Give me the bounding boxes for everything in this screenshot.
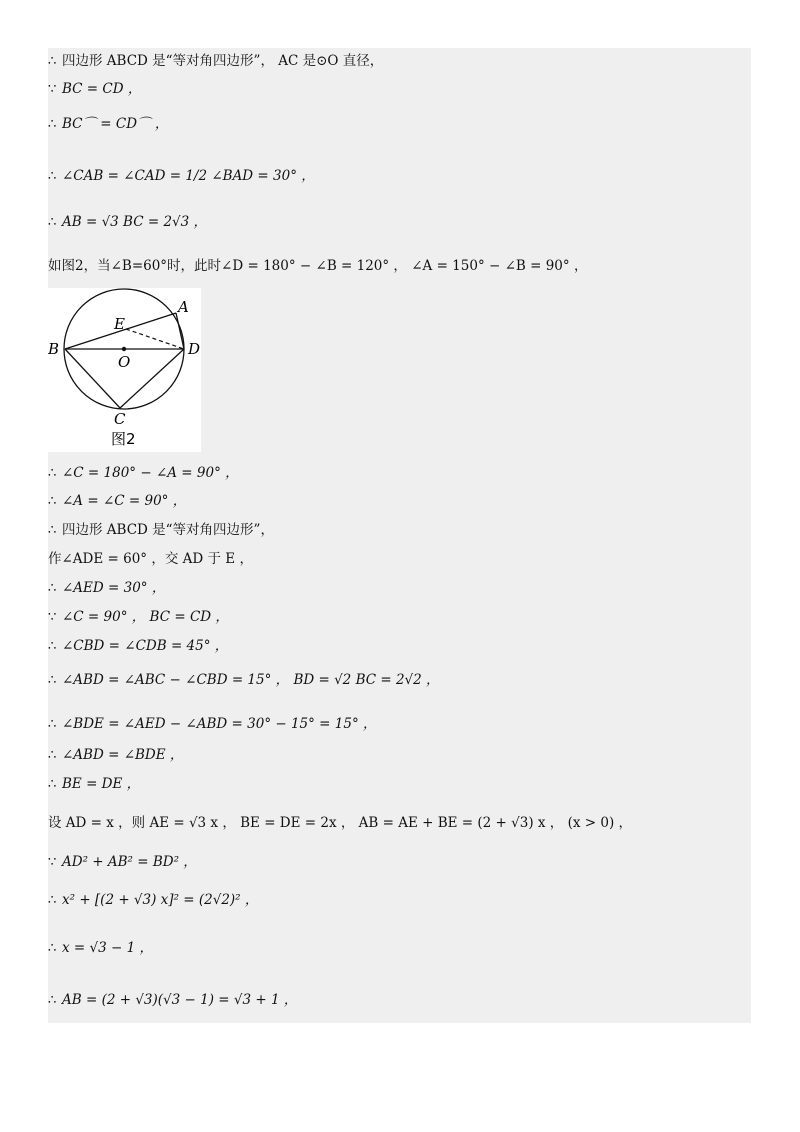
- solution-line: ∴ ∠AED = 30° ，: [48, 580, 166, 596]
- label-b: B: [48, 340, 60, 358]
- solution-line: ∴ ∠CAB = ∠CAD = 1/2 ∠BAD = 30° ，: [48, 168, 315, 184]
- solution-line: ∴ BE = DE ，: [48, 776, 141, 792]
- solution-line: ∴ 四边形 ABCD 是“等对角四边形”，: [48, 522, 274, 538]
- circle-diagram: [48, 288, 201, 452]
- label-o: O: [118, 353, 131, 371]
- solution-line: ∴ x = √3 − 1 ，: [48, 940, 153, 956]
- segment-ad: [176, 313, 184, 349]
- solution-line: ∴ AB = (2 + √3)(√3 − 1) = √3 + 1 ，: [48, 992, 298, 1008]
- solution-line: ∴ ∠BDE = ∠AED − ∠ABD = 30° − 15° = 15° ，: [48, 716, 377, 732]
- geometry-figure: [48, 288, 201, 452]
- solution-line: 作∠ADE = 60° ，交 AD 于 E ，: [48, 551, 253, 567]
- solution-line: ∴ ∠ABD = ∠ABC − ∠CBD = 15° ， BD = √2 BC = 2√2 ，: [48, 672, 440, 688]
- solution-line: ∴ AB = √3 BC = 2√3 ，: [48, 214, 208, 230]
- label-c: C: [114, 410, 126, 428]
- label-e: E: [114, 315, 125, 333]
- solution-line: ∵ ∠C = 90° ， BC = CD ，: [48, 609, 229, 625]
- solution-line: 设 AD = x ，则 AE = √3 x ， BE = DE = 2x ， AB = AE + BE = (2 + √3) x ， (x > 0) ，: [48, 815, 633, 831]
- solution-line: ∵ BC = CD ，: [48, 81, 142, 97]
- solution-line: ∴ 四边形 ABCD 是“等对角四边形”， AC 是⊙O 直径，: [48, 53, 384, 69]
- solution-line: ∴ x² + [(2 + √3) x]² = (2√2)² ，: [48, 892, 259, 908]
- solution-line: ∴ ∠CBD = ∠CDB = 45° ，: [48, 638, 229, 654]
- solution-panel: [48, 48, 751, 1023]
- solution-line: ∴ ∠ABD = ∠BDE ，: [48, 747, 184, 763]
- segment-bc: [65, 349, 120, 408]
- solution-line: ∵ AD² + AB² = BD² ，: [48, 854, 197, 870]
- solution-line: ∴ BC⌒ = CD⌒ ，: [48, 116, 169, 132]
- label-d: D: [188, 340, 201, 358]
- solution-line: ∴ ∠C = 180° − ∠A = 90° ，: [48, 465, 239, 481]
- segment-de-dashed: [126, 329, 184, 349]
- solution-line: ∴ ∠A = ∠C = 90° ，: [48, 493, 187, 509]
- label-a: A: [178, 298, 189, 316]
- center-point: [122, 347, 126, 351]
- solution-line: 如图2，当∠B=60°时，此时∠D = 180° − ∠B = 120° ， ∠A = 150° − ∠B = 90° ，: [48, 258, 588, 274]
- figure-caption: 图2: [111, 430, 136, 448]
